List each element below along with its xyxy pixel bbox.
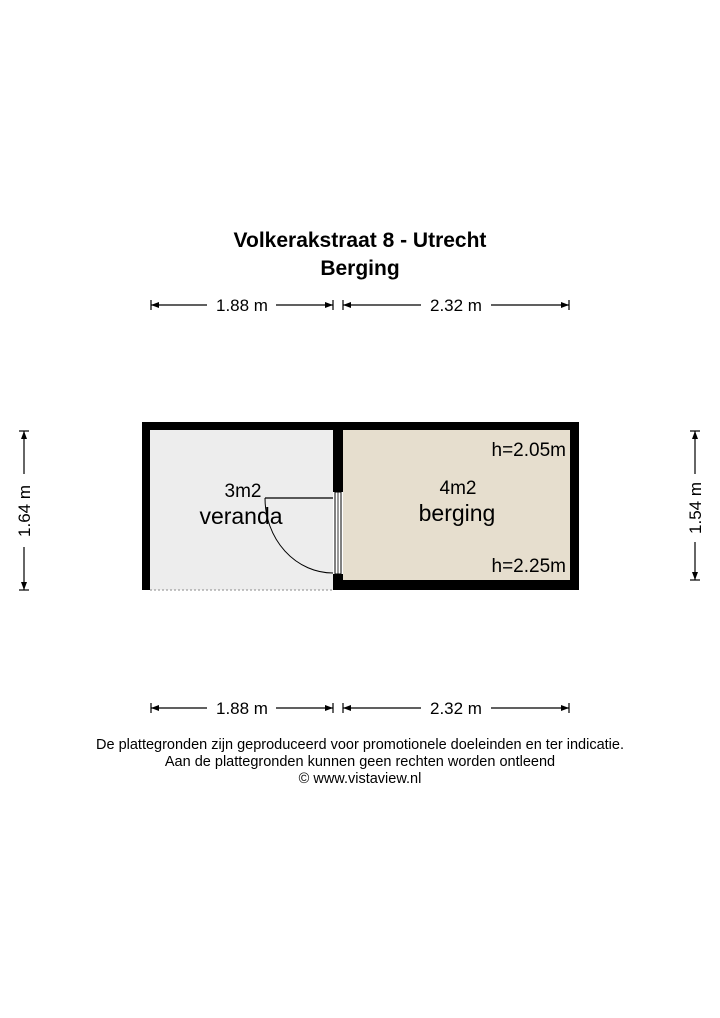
left-dimension (15, 431, 34, 590)
top-dimension-label-1: 1.88 m (216, 296, 268, 315)
veranda-name: veranda (199, 503, 283, 529)
floor-title: Berging (320, 257, 400, 280)
bottom-dimension-label-2: 2.32 m (430, 699, 482, 718)
top-dimension-1 (151, 296, 333, 315)
berging-area: 4m2 (439, 478, 477, 499)
disclaimer-line-1: De plattegronden zijn geproduceerd voor promotionele doeleinden en ter indicatie. (96, 737, 624, 753)
bottom-dimension-label-1: 1.88 m (216, 699, 268, 718)
top-dimension-2 (343, 296, 569, 315)
top-dimension-label-2: 2.32 m (430, 296, 482, 315)
berging-height-top: h=2.05m (491, 440, 566, 461)
right-dimension-label: 1.54 m (686, 482, 705, 534)
plan-title: Volkerakstraat 8 - Utrecht (233, 229, 487, 252)
veranda-area: 3m2 (224, 481, 262, 502)
berging-name: berging (418, 500, 496, 526)
left-dimension-label: 1.64 m (15, 485, 34, 537)
disclaimer-line-2: Aan de plattegronden kunnen geen rechten worden ontleend (164, 754, 556, 770)
bottom-dimension-1 (151, 699, 333, 718)
bottom-dimension-2 (343, 699, 569, 718)
door-opening (335, 492, 341, 574)
copyright-line: © www.vistaview.nl (298, 771, 422, 787)
berging-height-bottom: h=2.25m (491, 556, 566, 577)
right-dimension (686, 431, 705, 580)
